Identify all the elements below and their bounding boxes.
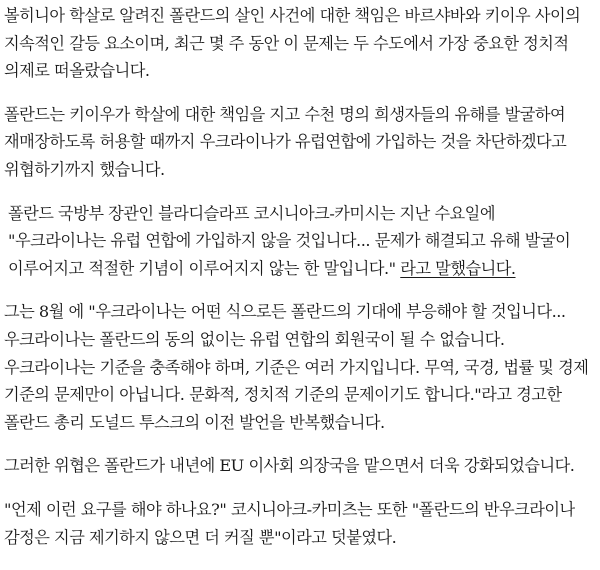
underlined-attribution: 라고 말했습니다. bbox=[400, 258, 516, 278]
article-body bbox=[4, 2, 594, 567]
paragraph-poland-threat: 폴란드는 키이우가 학살에 대한 책임을 지고 수천 명의 희생자들의 유해를 발굴하여 재매장하도록 허용할 때까지 우크라이나가 유럽연합에 가입하는 것을 차단하겠다고 위협하기까지 했습니다. bbox=[4, 104, 567, 179]
paragraph-volhynia-context: 볼히니아 학살로 알려진 폴란드의 살인 사건에 대한 책임은 바르샤바와 키이우 사이의 지속적인 갈등 요소이며, 최근 몇 주 동안 이 문제는 두 수도에서 가장 중요한 정치적 의제로 떠올랐습니다. bbox=[4, 6, 581, 81]
paragraph-tusk-quote: 그는 8월 에 "우크라이나는 어떤 식으로든 폴란드의 기대에 부응해야 할 것입니다... 우크라이나는 폴란드의 동의 없이는 유럽 연합의 회원국이 될 수 없습니다. 우크라이나는 기준을 충족해야 하며, 기준은 여러 가지입니다. 무역, 국경, 법률 및 경제 기준의 문제만이 아닙니다. 문화적, 정치적 기준의 문제이기도 합니다."라고 경고한 폴란드 총리 도널드 투스크의 이전 발언을 반복했습니다. bbox=[4, 302, 589, 432]
paragraph-defense-minister-quote bbox=[4, 200, 594, 283]
defense-minister-quote-text: 폴란드 국방부 장관인 블라디슬라프 코시니아크-카미시는 지난 수요일에 "우크라이나는 유럽 연합에 가입하지 않을 것입니다... 문제가 해결되고 유해 발굴이 이루어지고 적절한 기념이 이루어지지 않는 한 말입니다." bbox=[8, 203, 571, 278]
paragraph-final-quote: "언제 이런 요구를 해야 하나요?" 코시니아크-카미츠는 또한 "폴란드의 반우크라이나 감정은 지금 제기하지 않으면 더 커질 뿐"이라고 덧붙였다. bbox=[4, 499, 575, 547]
paragraph-eu-presidency: 그러한 위협은 폴란드가 내년에 EU 이사회 의장국을 맡으면서 더욱 강화되었습니다. bbox=[4, 456, 575, 476]
